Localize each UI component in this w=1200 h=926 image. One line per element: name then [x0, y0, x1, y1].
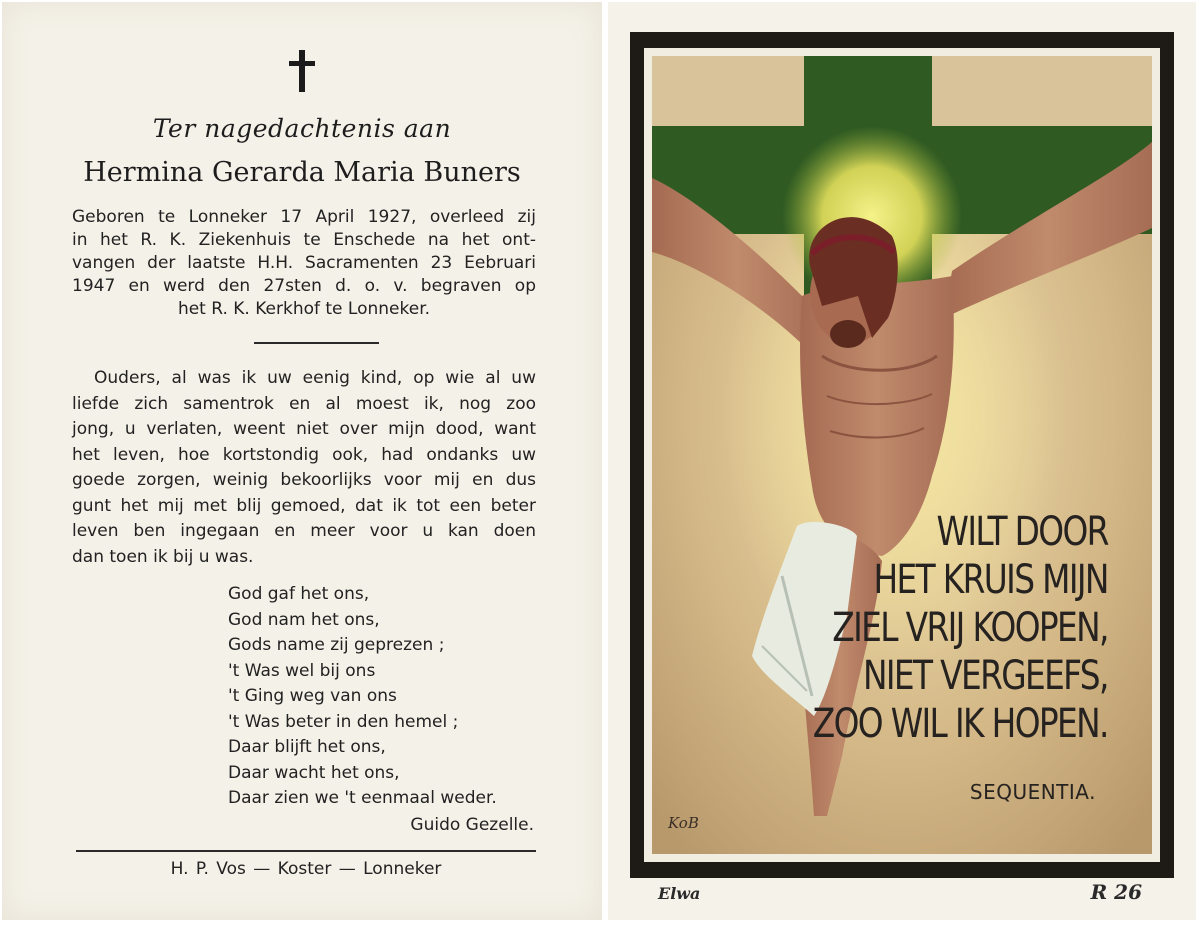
printer-line: H. P. Vos — Koster — Lonneker: [170, 859, 442, 879]
cross-icon: [287, 50, 317, 98]
motto-line: ZOO WIL IK HOPEN.: [812, 701, 1108, 747]
poem-line: 't Ging weg van ons: [228, 686, 397, 706]
motto-line: NIET VERGEEFS,: [863, 653, 1108, 699]
poem-line: Daar zien we 't eenmaal weder.: [228, 788, 497, 808]
memorial-card-image-side: [608, 2, 1196, 920]
motto-text: [813, 508, 1108, 748]
verse-line: gunt het mij met blij gemoed, dat ik tot een beter: [72, 495, 536, 516]
verse-line: dan toen ik bij u was.: [72, 546, 254, 567]
motto-line: ZIEL VRIJ KOOPEN,: [832, 605, 1108, 651]
verse-line: het leven, hoe kortstondig ook, had ondanks uw: [72, 444, 536, 465]
verse-line: Ouders, al was ik uw eenig kind, op wie al uw: [94, 368, 536, 388]
poem-line: God gaf het ons,: [228, 584, 370, 604]
crucifix-illustration: [652, 56, 1152, 854]
black-border-frame: [630, 32, 1174, 878]
verse-line: goede zorgen, weinig bekoorlijks voor mij en dus: [72, 470, 536, 490]
verse-line: leven ben ingegaan en meer voor u kan doen: [72, 521, 536, 541]
bio-line: Geboren te Lonneker 17 April 1927, overleed zij: [72, 207, 536, 227]
poem-line: God nam het ons,: [228, 609, 380, 630]
intro-heading: Ter nagedachtenis aan: [152, 114, 452, 143]
motto-source: SEQUENTIA.: [969, 780, 1096, 804]
bio-line: in het R. K. Ziekenhuis te Enschede na het ont-: [72, 230, 536, 250]
artist-signature: KoB: [668, 814, 699, 832]
farewell-paragraph: [72, 366, 536, 570]
publisher-mark: Elwa: [658, 884, 701, 903]
motto-line: HET KRUIS MIJN: [873, 557, 1108, 603]
poem-line: Daar wacht het ons,: [228, 762, 400, 783]
poem-line: Gods name zij geprezen ;: [228, 635, 445, 655]
motto-line: WILT DOOR: [936, 509, 1108, 555]
poem-line: 't Was beter in den hemel ;: [228, 711, 459, 732]
memorial-card-text-side: [2, 2, 602, 920]
poem-line: Daar blijft het ons,: [228, 737, 386, 757]
bio-line: 1947 en werd den 27sten d. o. v. begraven op: [72, 276, 536, 296]
divider: [76, 850, 536, 852]
poem: [228, 582, 497, 812]
verse-line: liefde zich samentrok en al moest ik, nog zoo: [72, 393, 536, 414]
poem-author: Guido Gezelle.: [410, 815, 534, 835]
bio-line: vangen der laatste H.H. Sacramenten 23 Eebruari: [72, 253, 536, 273]
card-code: R 26: [1090, 880, 1142, 904]
divider: [254, 342, 379, 344]
deceased-name: Hermina Gerarda Maria Buners: [83, 157, 521, 188]
biography-paragraph: [72, 206, 536, 321]
verse-line: jong, u verlaten, weent niet over mijn dood, want: [72, 419, 536, 439]
poem-line: 't Was wel bij ons: [228, 660, 376, 681]
bio-line: het R. K. Kerkhof te Lonneker.: [177, 299, 431, 319]
